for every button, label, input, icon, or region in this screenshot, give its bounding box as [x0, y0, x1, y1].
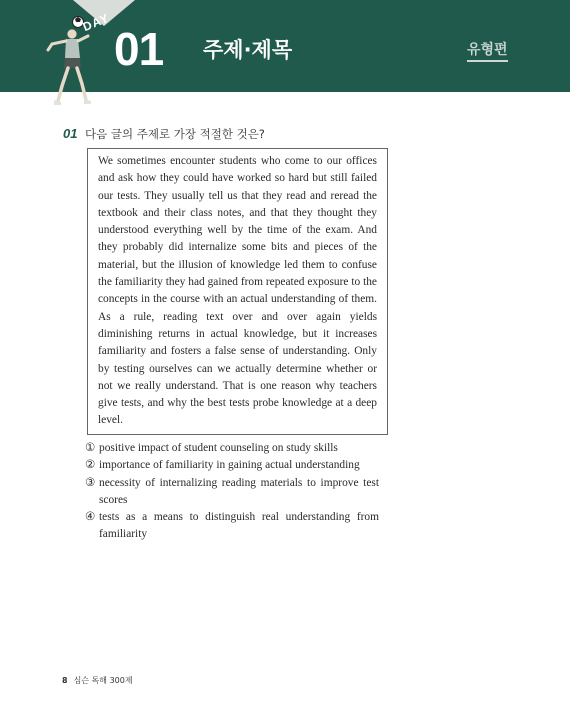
- choice-number: ②: [85, 459, 96, 472]
- page-number: 8: [62, 676, 68, 685]
- answer-choices: [85, 440, 379, 544]
- choice-2[interactable]: [85, 457, 379, 474]
- reading-passage: We sometimes encounter students who come to our offices and ask how they could have worked so hard but still failed our tests. They usually tell us that they read and reread the textbook and their class notes, and that they thought they understood everything well by the time of the exam. And they probably did internalize some bits and pieces of the material, but the illusion of knowledge led them to confuse the familiarity they had gained from repeated exposure to the concepts in the course with an actual understanding of them. As a rule, reading text over and over again yields diminishing returns in actual knowledge, but it increases familiarity and fosters a false sense of understanding. Only by testing ourselves can we actually determine whether or not we really understand. That is one reason why teachers give tests, and why the best tests probe knowledge at a deep level.: [87, 148, 388, 435]
- choice-text: positive impact of student counseling on study skills: [99, 442, 338, 454]
- day-label: DAY: [80, 10, 112, 34]
- choice-number: ①: [85, 442, 96, 454]
- choice-text: importance of familiarity in gaining actual understanding: [99, 459, 360, 472]
- choice-1[interactable]: [85, 440, 379, 457]
- question-prompt: 다음 글의 주제로 가장 적절한 것은?: [85, 127, 265, 141]
- choice-text: necessity of internalizing reading materials to improve test scores: [99, 476, 379, 506]
- choice-number: ④: [85, 511, 96, 524]
- day-number: 01: [114, 23, 164, 75]
- book-title: 심슨 독해 300제: [73, 676, 133, 685]
- section-title: 주제·제목: [203, 38, 293, 62]
- question-number: 01: [63, 126, 78, 141]
- choice-4[interactable]: [85, 509, 379, 544]
- page-footer: [62, 675, 133, 686]
- type-label: 유형편: [467, 43, 508, 62]
- choice-number: ③: [85, 476, 96, 489]
- choice-text: tests as a means to distinguish real understanding from familiarity: [99, 511, 379, 541]
- choice-3[interactable]: [85, 475, 379, 510]
- chapter-header: [0, 0, 570, 92]
